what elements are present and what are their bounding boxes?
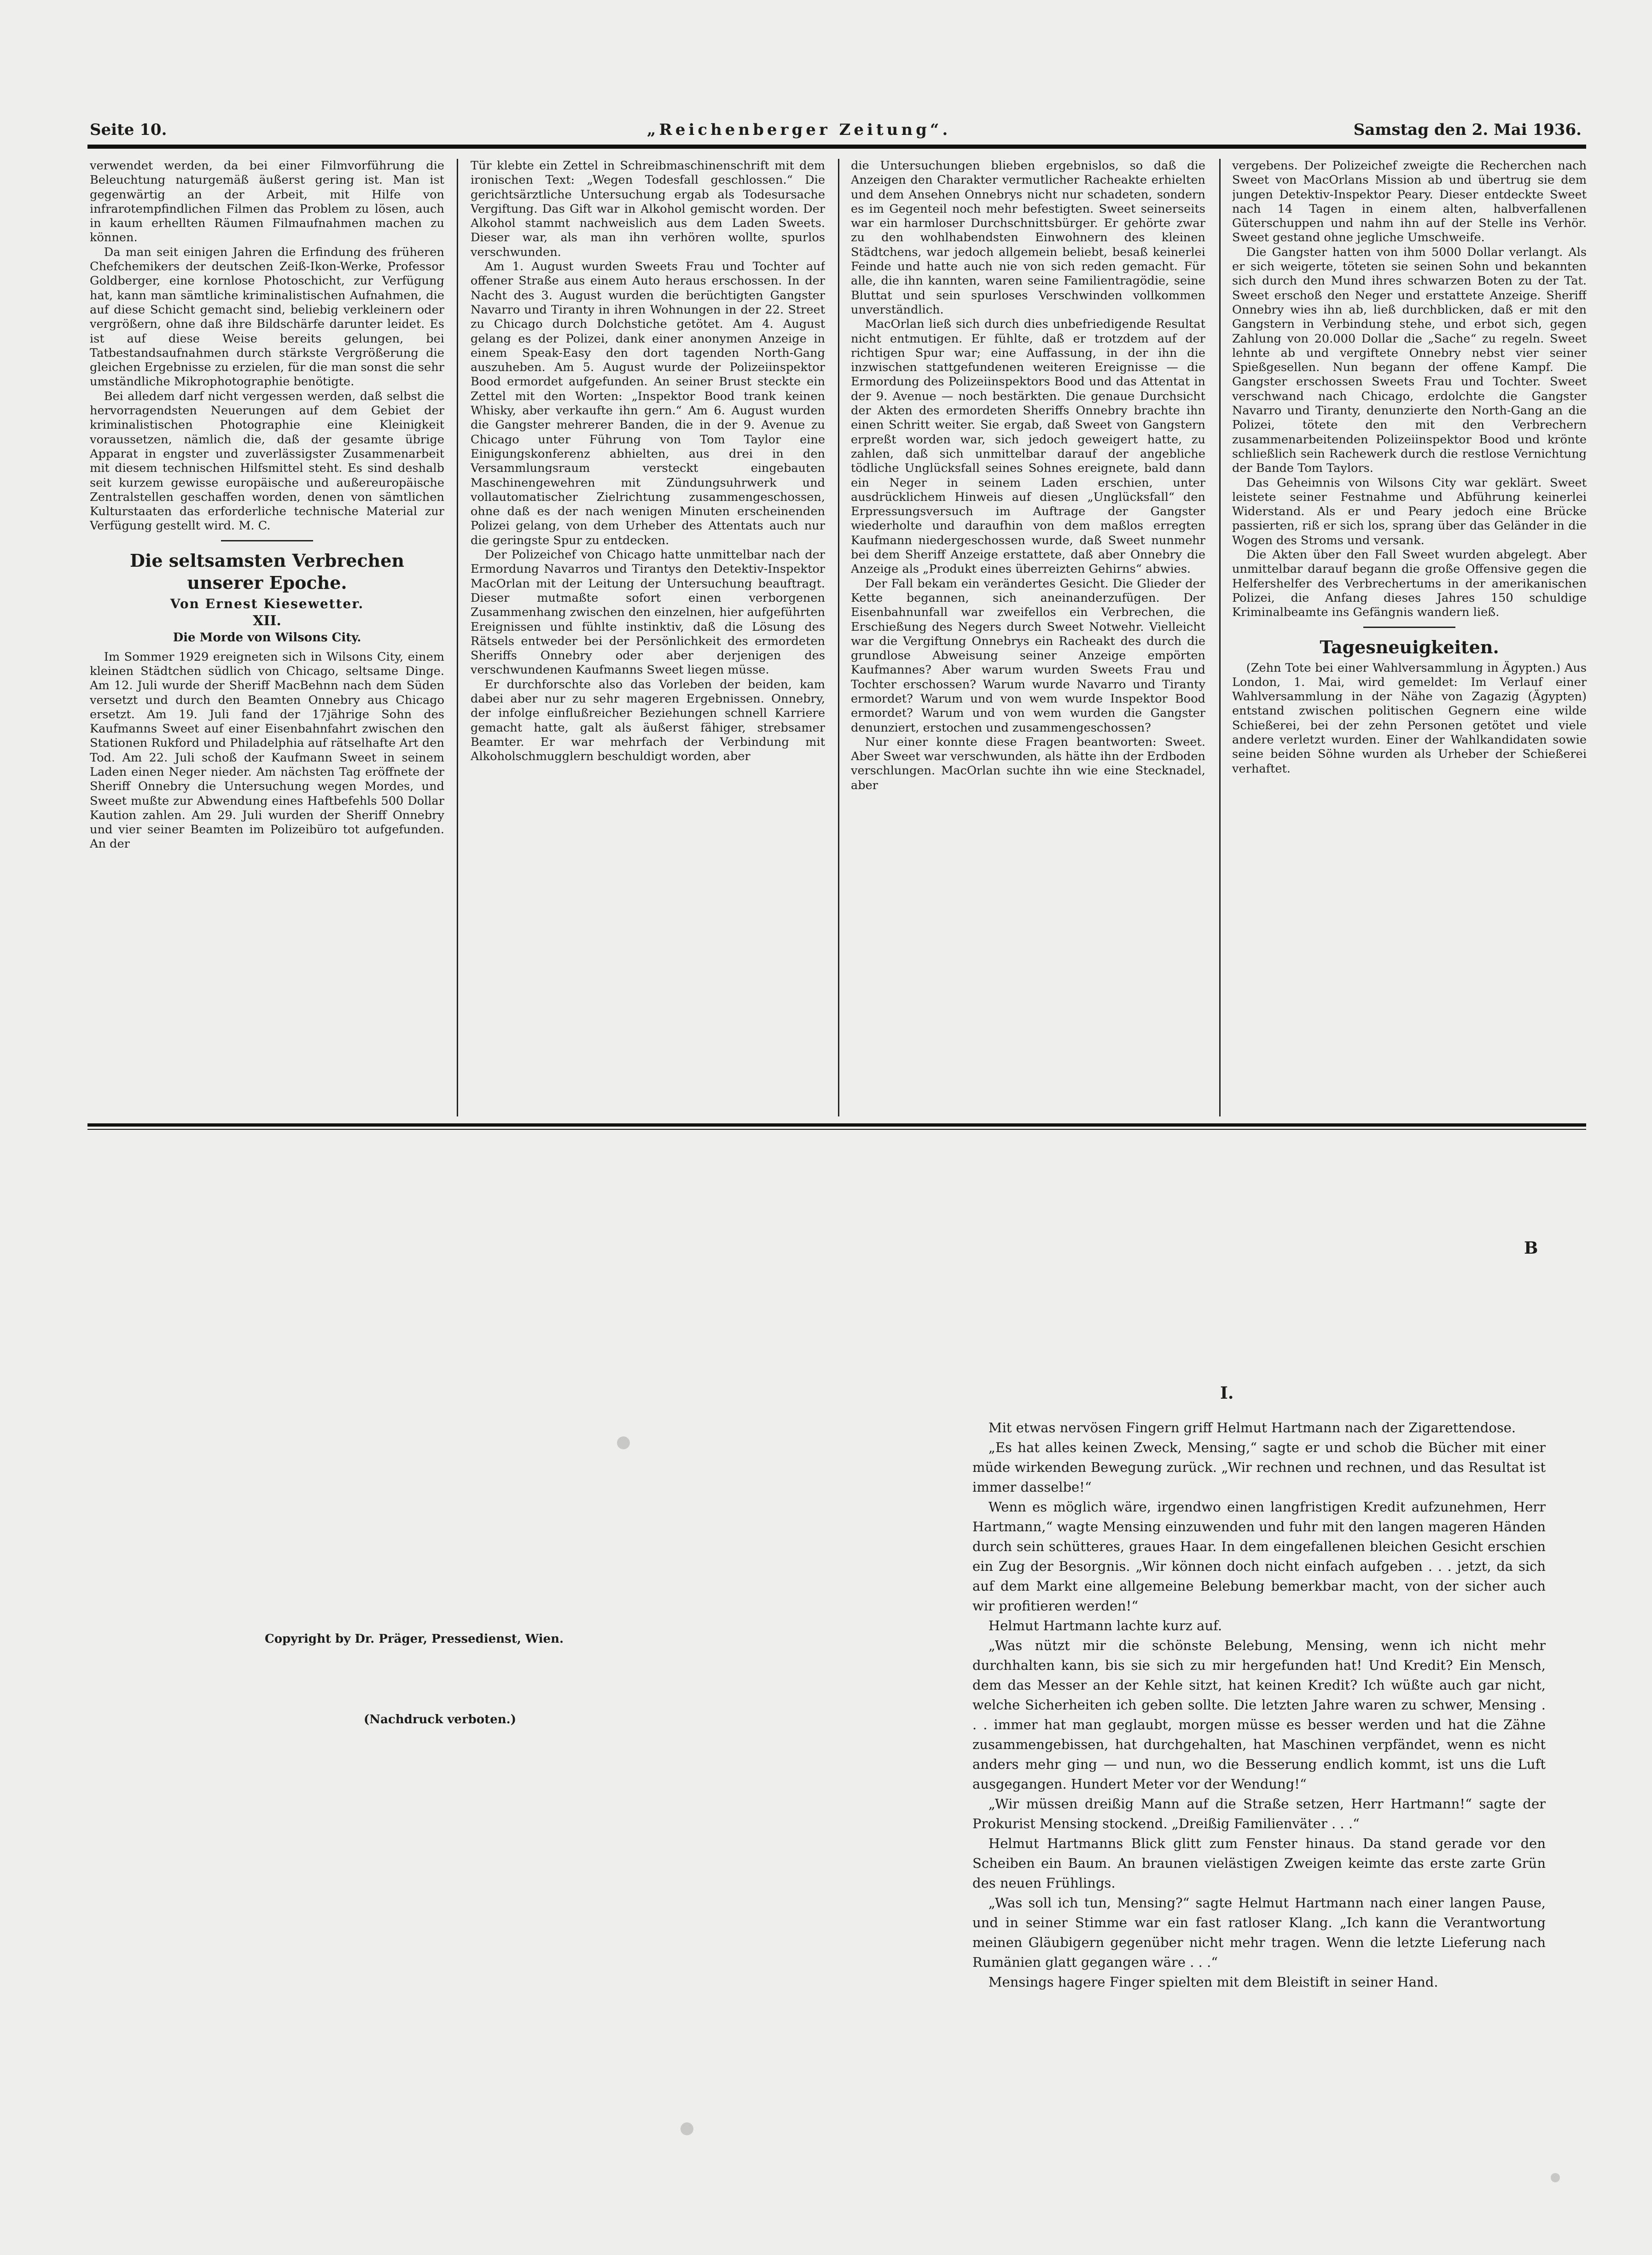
col1-paragraph: Da man seit einigen Jahren die Erfindung des früheren Chefchemikers der deutschen Zeiß-Ikon-Werke, Professor Goldberger, eine kornlose Photoschicht, zur Verfügung hat, kann man sämtliche kriminalistischen Aufnahmen, die auf diese Schicht gemacht sind, beliebig verkleinern oder vergrößern, ohne daß ihre Bildschärfe darunter leidet. Es ist auf diese Weise bereits gelungen, bei Tatbestandsaufnahmen durch stärkste Vergrößerung die gleichen Ergebnisse zu erzielen, für die man sonst die sehr umständliche Mikrophotographie benötigte. xyxy=(90,245,444,389)
column-divider xyxy=(838,159,839,1116)
article-numeral: XII. xyxy=(253,613,281,629)
article-separator xyxy=(221,540,313,541)
col1-story-paragraph: Im Sommer 1929 ereigneten sich in Wilsons City, einem kleinen Städtchen südlich von Chicago, seltsame Dinge. Am 12. Juli wurde der Sheriff MacBehnn nach dem Süden versetzt und durch den Beamten Onnebry aus Chicago ersetzt. Am 19. Juli fand der 17jährige Sohn des Kaufmanns Sweet auf einer Eisenbahnfahrt zwischen den Stationen Rukford und Philadelphia auf rätselhafte Art den Tod. Am 22. Juli schoß der Kaufmann Sweet in seinem Laden einen Neger nieder. Am nächsten Tag eröffnete der Sheriff Onnebry die Untersuchung wegen Mordes, und Sweet mußte zur Abwendung eines Haftbefehls 500 Dollar Kaution zahlen. Am 29. Juli wurden der Sheriff Onnebry und vier seiner Beamten im Polizeibüro tot aufgefunden. An der xyxy=(90,650,444,851)
chapter-number: I. xyxy=(1220,1383,1234,1403)
column-divider xyxy=(1219,159,1221,1116)
novel-paragraph: „Es hat alles keinen Zweck, Mensing,“ sagte er und schob die Bücher mit einer müde wirkenden Bewegung zurück. „Wir rechnen und rechnen, und das Resultat ist immer dasselbe!“ xyxy=(972,1440,1546,1495)
article-headline: Die seltsamsten Verbrechen unserer Epoche. xyxy=(129,550,405,593)
novel-paragraph: Helmut Hartmanns Blick glitt zum Fenster hinaus. Da stand gerade vor den Scheiben ein Baum. An braunen vielästigen Zweigen keimte das erste zarte Grün des neuen Frühlings. xyxy=(972,1836,1546,1891)
news-headline: Tagesneuigkeiten. xyxy=(1320,636,1499,657)
article-separator xyxy=(1363,627,1455,628)
scan-speck xyxy=(681,2122,693,2135)
copyright-notice: Copyright by Dr. Präger, Pressedienst, Wien. xyxy=(265,1632,564,1646)
column-2 xyxy=(471,159,825,1121)
novel-paragraph: „Wir müssen dreißig Mann auf die Straße setzen, Herr Hartmann!“ sagte der Prokurist Mensing stockend. „Dreißig Familienväter . . .“ xyxy=(972,1796,1546,1831)
column-4 xyxy=(1232,159,1587,1121)
col4-paragraph: Die Gangster hatten von ihm 5000 Dollar verlangt. Als er sich weigerte, töteten sie seinen Sohn und bekannten sich durch den Mund ihres schwarzen Boten zu der Tat. Sweet erschoß den Neger und erstattete Anzeige. Sheriff Onnebry wies ihn ab, ließ durchblicken, daß er mit den Gangstern in Verbindung stehe, und erbot sich, gegen Zahlung von 20.000 Dollar die „Sache“ zu regeln. Sweet lehnte ab und vergiftete Onnebry nebst vier seiner Spießgesellen. Nun begann der offene Kampf. Die Gangster erschossen Sweets Frau und Tochter. Sweet verschwand nach Chicago, erdolchte die Gangster Navarro und Tiranty, denunzierte den North-Gang an die Polizei, tötete den mit den Verbrechern zusammenarbeitenden Polizeiinspektor Bood und krönte schließlich sein Rachewerk durch die restlose Vernichtung der Bande Tom Taylors. xyxy=(1232,245,1587,476)
article-subhead: Die Morde von Wilsons City. xyxy=(173,631,361,645)
news-item: (Zehn Tote bei einer Wahlversammlung in Ägypten.) Aus London, 1. Mai, wird gemeldet: Im Verlauf einer Wahlversammlung in der Nähe von Zagazig (Ägypten) entstand zwischen politischen Gegnern eine wilde Schießerei, bei der zehn Personen getötet und viele andere verletzt wurden. Einer der Wahlkandidaten sowie seine beiden Söhne wurden als Urheber der Schießerei verhaftet. xyxy=(1232,661,1587,776)
novel-paragraph: Mit etwas nervösen Fingern griff Helmut Hartmann nach der Zigarettendose. xyxy=(988,1420,1516,1436)
novel-excerpt xyxy=(972,1418,1546,1992)
reprint-notice: (Nachdruck verboten.) xyxy=(364,1713,517,1726)
section-bottom-rule xyxy=(87,1123,1586,1127)
col2-paragraph: Der Polizeichef von Chicago hatte unmittelbar nach der Ermordung Navarros und Tirantys den Detektiv-Inspektor MacOrlan mit der Leitung der Untersuchung beauftragt. Dieser mutmaßte sofort einen verborgenen Zusammenhang zwischen den einzelnen, hier aufgeführten Ereignissen und fühlte instinktiv, daß die Lösung des Rätsels entweder bei der Persönlichkeit des ermordeten Sheriffs Onnebry oder aber derjenigen des verschwundenen Kaufmanns Sweet liegen müsse. xyxy=(471,548,825,677)
col1-paragraph: verwendet werden, da bei einer Filmvorführung die Beleuchtung naturgemäß äußerst gering ist. Man ist gegenwärtig an der Arbeit, mit Hilfe von infrarotempfindlichen Filmen das Problem zu lösen, auch in kaum erhellten Räumen Filmaufnahmen machen zu können. xyxy=(90,159,444,245)
novel-paragraph: Wenn es möglich wäre, irgendwo einen langfristigen Kredit aufzunehmen, Herr Hartmann,“ wagte Mensing einzuwenden und fuhr mit den langen mageren Händen durch sein schütteres, graues Haar. In dem eingefallenen bleichen Gesicht erschien ein Zug der Besorgnis. „Wir können doch nicht einfach aufgeben . . . jetzt, da sich auf dem Markt eine allgemeine Belebung bemerkbar macht, von der sicher auch wir profitieren werden!“ xyxy=(972,1499,1546,1614)
novel-paragraph: Mensings hagere Finger spielten mit dem Bleistift in seiner Hand. xyxy=(988,1974,1438,1990)
page-marker: B xyxy=(1524,1238,1538,1258)
col3-paragraph: Der Fall bekam ein verändertes Gesicht. Die Glieder der Kette begannen, sich aneinanderzufügen. Der Eisenbahnunfall war zweifellos ein Verbrechen, die Erschießung des Negers durch Sweet Notwehr. Vielleicht war die Vergiftung Onnebrys ein Racheakt des durch die grundlose Abweisung seiner Anzeige empörten Kaufmannes? Aber warum wurden Sweets Frau und Tochter erschossen? Warum wurde Navarro und Tiranty ermordet? Warum und von wem wurde Inspektor Bood ermordet? Warum und von wem wurden die Gangster denunziert, erstochen und zusammengeschossen? xyxy=(851,576,1205,735)
col3-paragraph: Nur einer konnte diese Fragen beantworten: Sweet. Aber Sweet war verschwunden, als hätte ihn der Erdboden verschlungen. MacOrlan suchte ihn wie eine Stecknadel, aber xyxy=(851,735,1205,792)
novel-paragraph: Helmut Hartmann lachte kurz auf. xyxy=(988,1618,1222,1633)
column-3 xyxy=(851,159,1205,1121)
masthead-title: „Reichenberger Zeitung“. xyxy=(647,121,951,139)
col2-paragraph: Tür klebte ein Zettel in Schreibmaschinenschrift mit dem ironischen Text: „Wegen Todesfall geschlossen.“ Die gerichtsärztliche Untersuchung ergab als Todesursache Vergiftung. Das Gift war in Alkohol gemischt worden. Der Alkohol stammt nachweislich aus dem Laden Sweets. Dieser war, als man ihn verhören wollte, spurlos verschwunden. xyxy=(471,159,825,259)
col4-paragraph: Die Akten über den Fall Sweet wurden abgelegt. Aber unmittelbar darauf begann die große Offensive gegen die Helfershelfer des Verbrechertums in der amerikanischen Polizei, die Anfang dieses Jahres 150 schuldige Kriminalbeamte ins Gefängnis wandern ließ. xyxy=(1232,548,1587,620)
col2-paragraph: Am 1. August wurden Sweets Frau und Tochter auf offener Straße aus einem Auto heraus erschossen. In der Nacht des 3. August wurden die berüchtigten Gangster Navarro und Tiranty in ihren Wohnungen in der 22. Street zu Chicago durch Dolchstiche getötet. Am 4. August gelang es der Polizei, dank einer anonymen Anzeige in einem Speak-Easy den dort tagenden North-Gang auszuheben. Am 5. August wurde der Polizeiinspektor Bood ermordet aufgefunden. An seiner Brust steckte ein Zettel mit den Worten: „Inspektor Bood trank keinen Whisky, aber verkaufte ihn gern.“ Am 6. August wurden die Gangster mehrerer Banden, die in der 9. Avenue zu Chicago unter Führung von Tom Taylor eine Einigungskonferenz abhielten, aus drei in den Versammlungsraum versteckt eingebauten Maschinengewehren mit Zündungsuhrwerk und vollautomatischer Zielrichtung zusammengeschossen, ohne daß es der nach wenigen Minuten erscheinenden Polizei gelang, von dem Urheber des Attentats auch nur die geringste Spur zu entdecken. xyxy=(471,260,825,547)
novel-paragraph: „Was soll ich tun, Mensing?“ sagte Helmut Hartmann nach einer langen Pause, und in seiner Stimme war ein fast ratloser Klang. „Ich kann die Verantwortung meinen Gläubigern gegenüber nicht mehr tragen. Wenn die letzte Lieferung nach Rumänien glatt gegangen wäre . . .“ xyxy=(972,1895,1546,1970)
issue-date: Samstag den 2. Mai 1936. xyxy=(1353,121,1582,139)
page-number: Seite 10. xyxy=(90,121,167,139)
col3-paragraph: MacOrlan ließ sich durch dies unbefriedigende Resultat nicht entmutigen. Er fühlte, daß er trotzdem auf der richtigen Spur war; eine Auffassung, in der ihn die inzwischen stattgefundenen weiteren Ereignisse — die Ermordung des Polizeiinspektors Bood und das Attentat in der 9. Avenue — noch bestärkten. Die genaue Durchsicht der Akten des ermordeten Sheriffs Onnebry brachte ihn einen Schritt weiter. Sie ergab, daß Sweet von Gangstern erpreßt worden war, sich jedoch geweigert hatte, zu zahlen, daß sich unmittelbar darauf der angebliche tödliche Unglücksfall seines Sohnes ereignete, bald dann ein Neger in seinem Laden erschien, unter ausdrücklichem Hinweis auf diesen „Unglücksfall“ den Erpressungsversuch im Auftrage der Gangster wiederholte und daraufhin von dem maßlos erregten Kaufmann niedergeschossen wurde, daß Sweet nunmehr bei dem Sheriff Anzeige erstattete, daß aber Onnebry die Anzeige als „Produkt eines überreizten Gehirns“ abwies. xyxy=(851,317,1205,576)
col4-paragraph: Das Geheimnis von Wilsons City war geklärt. Sweet leistete seiner Festnahme und Abführung keinerlei Widerstand. Als er und Peary jedoch eine Brücke passierten, riß er sich los, sprang über das Geländer in die Wogen des Stroms und versank. xyxy=(1232,476,1587,547)
article-byline: Von Ernest Kiesewetter. xyxy=(170,596,364,611)
column-1 xyxy=(90,159,444,1121)
col2-paragraph: Er durchforschte also das Vorleben der beiden, kam dabei aber nur zu sehr mageren Ergebnissen. Onnebry, der infolge einflußreicher Beziehungen schnell Karriere gemacht hatte, galt als äußerst fähiger, strebsamer Beamter. Er war mehrfach der Verbindung mit Alkoholschmugglern beschuldigt worden, aber xyxy=(471,677,825,764)
scan-speck xyxy=(1551,2173,1560,2182)
page-header xyxy=(90,121,1582,144)
column-divider xyxy=(457,159,458,1116)
novel-paragraph: „Was nützt mir die schönste Belebung, Mensing, wenn ich nicht mehr durchhalten kann, bis sie sich zu mir hergefunden hat! Und Kredit? Ein Mensch, dem das Messer an der Kehle sitzt, hat keinen Kredit? Ich wüßte auch gar nicht, welche Sicherheiten ich geben sollte. Die letzten Jahre waren zu schwer, Mensing . . . immer hat man geglaubt, morgen müsse es besser werden und hat die Zähne zusammengebissen, hat durchgehalten, hat Maschinen verpfändet, wenn es nicht anders mehr ging — und nun, wo die Besserung endlich kommt, ist uns die Luft ausgegangen. Hundert Meter vor der Wendung!“ xyxy=(972,1638,1546,1792)
col1-paragraph: Bei alledem darf nicht vergessen werden, daß selbst die hervorragendsten Neuerungen auf dem Gebiet der kriminalistischen Photographie eine Kleinigkeit voraussetzen, nämlich die, daß der gesamte übrige Apparat in engster und zuverlässigster Zusammenarbeit mit diesem technischen Hilfsmittel steht. Es sind deshalb seit kurzem gewisse europäische und außereuropäische Zentralstellen geschaffen worden, denen von sämtlichen Kulturstaaten das erforderliche technische Material zur Verfügung gestellt wird. M. C. xyxy=(90,389,444,533)
header-rule xyxy=(87,145,1586,149)
col3-paragraph: die Untersuchungen blieben ergebnislos, so daß die Anzeigen den Charakter vermutlicher Racheakte erhielten und dem Ansehen Onnebrys nicht nur schadeten, sondern es im Gegenteil noch mehr befestigten. Sweet seinerseits war ein harmloser Durchschnittsbürger. Er gehörte zwar zu den wohlhabendsten Einwohnern des kleinen Städtchens, war jedoch allgemein beliebt, besaß keinerlei Feinde und hatte auch nie von sich reden gemacht. Für alle, die ihn kannten, waren seine Familientragödie, seine Bluttat und sein spurloses Verschwinden vollkommen unverständlich. xyxy=(851,159,1205,317)
col4-paragraph: vergebens. Der Polizeichef zweigte die Recherchen nach Sweet von MacOrlans Mission ab und übertrug sie dem jungen Detektiv-Inspektor Peary. Dieser entdeckte Sweet nach 14 Tagen in einem alten, halbverfallenen Güterschuppen und nahm ihn auf der Stelle ins Verhör. Sweet gestand ohne jegliche Umschweife. xyxy=(1232,159,1587,245)
section-bottom-rule-thin xyxy=(87,1129,1586,1130)
scan-speck xyxy=(617,1436,630,1449)
